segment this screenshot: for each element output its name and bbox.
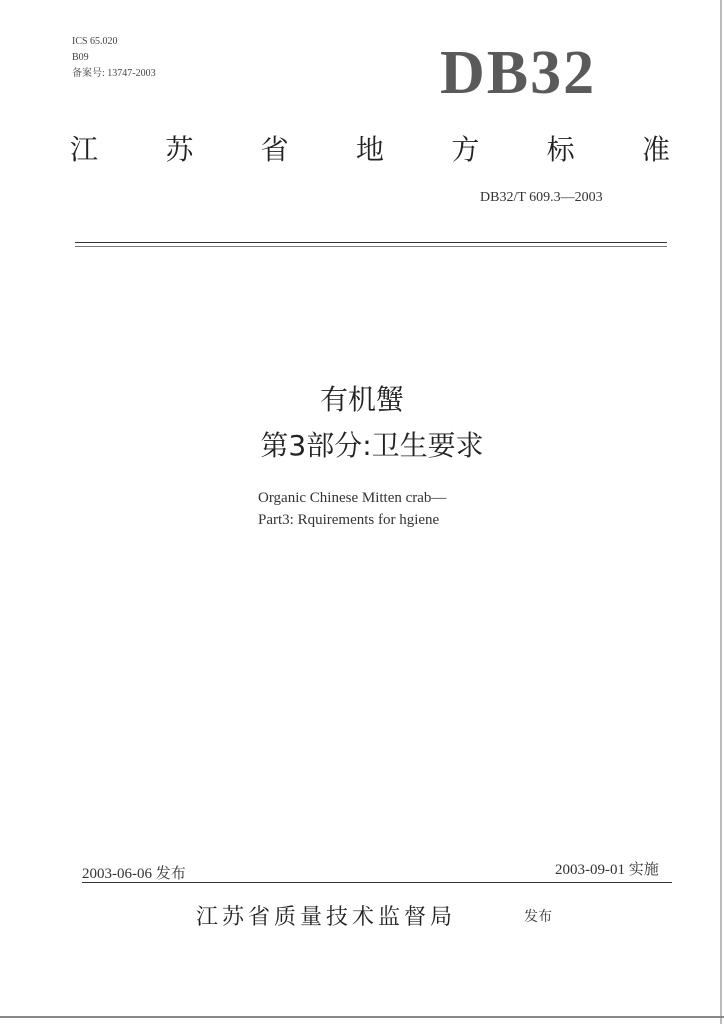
title-char: 方: [451, 133, 480, 166]
publisher-name: 江苏省质量技术监督局: [196, 905, 457, 930]
ics-code: ICS 65.020: [72, 36, 118, 47]
title-char: 标: [546, 133, 575, 166]
title-char: 江: [70, 133, 99, 166]
title-char: 苏: [165, 133, 194, 166]
title-char: 省: [260, 133, 289, 166]
document-subtitle: 第3部分:卫生要求: [260, 429, 484, 462]
publisher-action: 发布: [524, 909, 552, 925]
top-divider: [75, 242, 667, 243]
classification-code: B09: [72, 52, 89, 63]
db32-logo: DB32: [440, 39, 597, 107]
bottom-divider: [82, 882, 672, 883]
standard-number: DB32/T 609.3—2003: [480, 190, 603, 205]
record-number: 备案号: 13747-2003: [72, 68, 156, 79]
title-char: 准: [641, 133, 670, 166]
standard-category-title: [70, 128, 670, 168]
document-title: 有机蟹: [319, 383, 404, 416]
header-metadata: [72, 34, 156, 82]
english-title-line2: Part3: Rquirements for hgiene: [258, 512, 440, 528]
scan-bottom-edge: [0, 1016, 724, 1018]
issue-date: 2003-06-06 发布: [82, 866, 186, 882]
implementation-date: 2003-09-01 实施: [555, 862, 659, 878]
scan-right-edge: [720, 0, 722, 1024]
title-char: 地: [355, 133, 384, 166]
english-title-line1: Organic Chinese Mitten crab—: [258, 490, 447, 506]
top-divider-secondary: [75, 246, 667, 247]
